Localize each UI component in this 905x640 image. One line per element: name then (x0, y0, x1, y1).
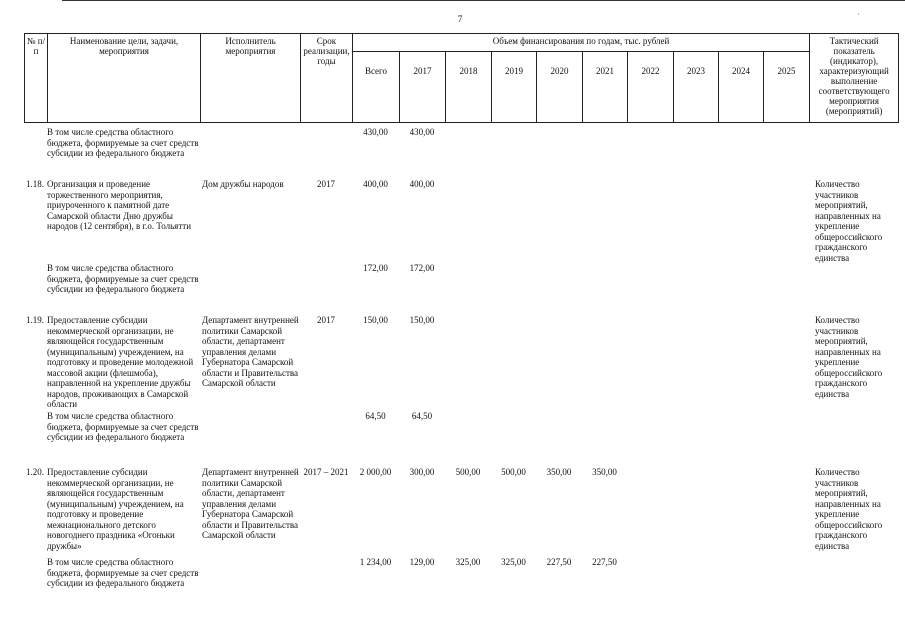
row-year-value (582, 179, 627, 263)
row-indicator (809, 127, 898, 179)
header-year: 2024 (719, 52, 764, 123)
row-year-value (536, 263, 582, 315)
header-executor: Исполнитель мероприятия (201, 34, 301, 123)
row-indicator: Количество участников мероприятий, направленных на укрепление общероссийского гражданского единства (815, 467, 883, 551)
row-year-value (445, 127, 491, 179)
top-border-line (62, 0, 905, 1)
row-name: В том числе средства областного бюджета, формируемые за счет средств субсидии из федерального бюджета (47, 263, 199, 294)
table-row (24, 315, 898, 411)
row-year-value (763, 315, 809, 411)
row-year-value (536, 179, 582, 263)
row-year-value (673, 179, 718, 263)
row-year-value: 300,00 (409, 467, 435, 477)
row-executor: Департамент внутренней политики Самарской области, департамент управления делами Губернатора Самарской области и Правительства Самарской области (202, 315, 299, 388)
row-year-value: 400,00 (409, 179, 435, 189)
table-row (24, 179, 898, 263)
row-year-value: 172,00 (409, 263, 435, 273)
table-header (24, 33, 899, 123)
row-term (300, 263, 352, 315)
row-year-value (718, 557, 763, 607)
row-total: 1 234,00 (359, 557, 392, 567)
table-row (24, 127, 898, 179)
row-name: Организация и проведение торжественного мероприятия, приуроченного к памятной дате Самарской области Дню дружбы народов (12 сентября), в г.о. Тольятти (47, 179, 192, 231)
row-year-value (627, 263, 673, 315)
header-financing: Объем финансирования по годам, тыс. рублей (353, 34, 810, 52)
row-year-value (491, 263, 536, 315)
row-name: Предоставление субсидии некоммерческой организации, не являющейся государственным (муниципальным) учреждением, на подготовку и проведение молодежной массовой акции (флешмоба), направленной на укрепление дружбы народов, проживающих в Самарской области (47, 315, 194, 409)
row-term: 2017 (317, 315, 335, 325)
table-row (24, 411, 898, 467)
header-year: 2022 (628, 52, 674, 123)
row-term (300, 557, 352, 607)
row-year-value (582, 315, 627, 411)
row-year-value (673, 315, 718, 411)
row-year-value (627, 411, 673, 467)
row-year-value (627, 179, 673, 263)
row-number: 1.20. (26, 467, 44, 477)
table-row (24, 263, 898, 315)
header-term: Срок реализации, годы (301, 34, 353, 123)
row-year-value (763, 263, 809, 315)
row-name: В том числе средства областного бюджета, формируемые за счет средств субсидии из федерального бюджета (47, 127, 199, 158)
row-year-value (673, 411, 718, 467)
row-year-value: 150,00 (409, 315, 435, 325)
row-total: 172,00 (363, 263, 388, 273)
row-year-value (491, 315, 536, 411)
row-year-value (445, 315, 491, 411)
row-year-value (763, 127, 809, 179)
row-total: 430,00 (363, 127, 388, 137)
header-num: № п/п (25, 34, 48, 123)
row-year-value: 129,00 (409, 557, 435, 567)
row-year-value (627, 467, 673, 557)
row-year-value (491, 127, 536, 179)
row-year-value (718, 127, 763, 179)
row-indicator: Количество участников мероприятий, направленных на укрепление общероссийского гражданского единства (815, 179, 883, 263)
row-year-value (536, 411, 582, 467)
row-year-value (582, 127, 627, 179)
page-number: 7 (457, 14, 463, 24)
row-year-value (627, 557, 673, 607)
header-name: Наименование цели, задачи, мероприятия (48, 34, 201, 123)
header-year: 2019 (492, 52, 537, 123)
row-year-value (763, 179, 809, 263)
row-year-value: 500,00 (501, 467, 526, 477)
row-year-value: 227,50 (592, 557, 617, 567)
row-year-value (445, 179, 491, 263)
row-indicator: Количество участников мероприятий, направленных на укрепление общероссийского гражданского единства (815, 315, 883, 399)
row-executor (200, 127, 300, 179)
row-year-value (491, 179, 536, 263)
row-indicator (809, 263, 898, 315)
row-year-value: 430,00 (409, 127, 435, 137)
row-year-value (763, 467, 809, 557)
row-year-value (582, 411, 627, 467)
row-number: 1.19. (26, 315, 44, 325)
row-total: 64,50 (365, 411, 386, 421)
row-number: 1.18. (26, 179, 44, 189)
scan-mark: ˙ (857, 12, 860, 21)
row-year-value (536, 127, 582, 179)
row-year-value: 350,00 (592, 467, 617, 477)
row-year-value (673, 263, 718, 315)
row-year-value (718, 467, 763, 557)
row-year-value (718, 315, 763, 411)
row-indicator (809, 411, 898, 467)
row-executor: Департамент внутренней политики Самарской области, департамент управления делами Губернатора Самарской области и Правительства Самарской области (202, 467, 299, 540)
header-year: 2017 (400, 52, 446, 123)
row-name: В том числе средства областного бюджета, формируемые за счет средств субсидии из федерального бюджета (47, 411, 199, 442)
row-name: Предоставление субсидии некоммерческой организации, не являющейся государственным (муниципальным) учреждением, на подготовку и проведение межнационального детского новогоднего праздника «Огоньки дружбы» (47, 467, 184, 551)
header-year: 2025 (764, 52, 810, 123)
table-row (24, 467, 898, 557)
row-executor (200, 411, 300, 467)
row-year-value (763, 411, 809, 467)
header-total: Всего (353, 52, 400, 123)
row-term: 2017 – 2021 (303, 467, 349, 477)
row-number (24, 411, 47, 467)
row-executor: Дом дружбы народов (202, 179, 284, 189)
row-indicator (809, 557, 898, 607)
header-year: 2021 (583, 52, 628, 123)
row-number (24, 127, 47, 179)
header-year: 2018 (446, 52, 492, 123)
row-term: 2017 (317, 179, 335, 189)
row-year-value (627, 315, 673, 411)
header-year: 2020 (537, 52, 583, 123)
row-term (300, 411, 352, 467)
measures-table (24, 127, 898, 607)
row-year-value (718, 411, 763, 467)
row-year-value: 227,50 (546, 557, 572, 567)
row-year-value (718, 179, 763, 263)
row-year-value (673, 467, 718, 557)
row-year-value (536, 315, 582, 411)
row-executor (200, 557, 300, 607)
row-year-value (627, 127, 673, 179)
row-year-value (582, 263, 627, 315)
row-number (24, 263, 47, 315)
row-year-value (718, 263, 763, 315)
row-year-value (445, 263, 491, 315)
row-total: 400,00 (363, 179, 388, 189)
row-executor (200, 263, 300, 315)
row-term (300, 127, 352, 179)
row-year-value (445, 411, 491, 467)
row-total: 150,00 (363, 315, 388, 325)
row-year-value: 64,50 (411, 411, 433, 421)
header-indicator: Тактический показатель (индикатор), характеризующий выполнение соответствующего мероприятия (мероприятий) (810, 34, 899, 123)
row-year-value: 500,00 (455, 467, 481, 477)
row-name: В том числе средства областного бюджета, формируемые за счет средств субсидии из федерального бюджета (47, 557, 199, 588)
table-row (24, 557, 898, 607)
header-year: 2023 (674, 52, 719, 123)
row-total: 2 000,00 (359, 467, 392, 477)
row-year-value (763, 557, 809, 607)
row-year-value (673, 127, 718, 179)
row-year-value: 325,00 (501, 557, 526, 567)
row-year-value: 350,00 (546, 467, 572, 477)
row-number (24, 557, 47, 607)
row-year-value (673, 557, 718, 607)
row-year-value (491, 411, 536, 467)
row-year-value: 325,00 (455, 557, 481, 567)
